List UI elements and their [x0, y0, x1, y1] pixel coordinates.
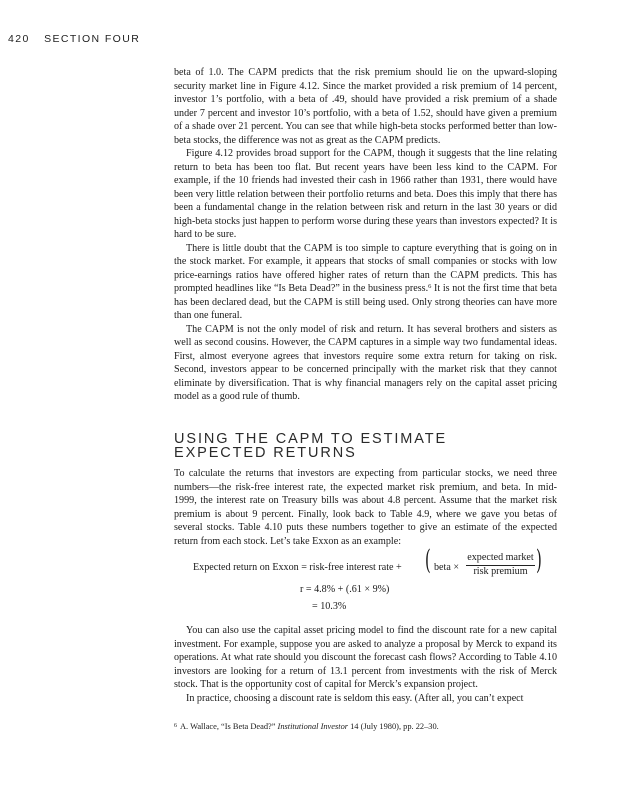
equation-line-3: = 10.3% [312, 601, 347, 612]
section-heading [174, 433, 557, 460]
page-number: 420 [8, 33, 30, 45]
right-paren: ) [536, 545, 542, 576]
fraction-numerator: expected market [467, 552, 534, 563]
paragraph [174, 242, 557, 323]
equation-beta: beta × [434, 562, 460, 573]
equation-line-2: r = 4.8% + (.61 × 9%) [300, 584, 390, 595]
equation-lhs: Expected return on Exxon = risk-free interest rate + [193, 562, 402, 573]
running-header [8, 33, 140, 45]
paragraph: You can also use the capital asset pricing model to find the discount rate for a new capital investment. For example, suppose you are asked to analyze a proposal by Merck to expand its operations. At what rate should you discount the forecast cash flows? According to Table 4.10 investors are looking for a return of 13.1 percent from investments with the risk of Merck stock. That is the opportunity cost of capital for Merck’s expansion project. [174, 625, 557, 690]
paragraph: The CAPM is not the only model of risk and return. It has several brothers and sisters as well as second cousins. However, the CAPM captures in a simple way two fundamental ideas. First, almost everyone agrees that investors require some extra return for taking on risk. Second, investors appear to be concerned principally with the market risk that they cannot eliminate by diversification. That is why financial managers rely on the capital asset pricing model as a good rule of thumb. [174, 323, 557, 402]
footnote-journal: Institutional Investor [277, 722, 349, 731]
section-heading-line: USING THE CAPM TO ESTIMATE [174, 431, 448, 447]
footnote-reference[interactable]: 6 [428, 283, 432, 290]
text-block-2 [174, 467, 557, 548]
paragraph: beta of 1.0. The CAPM predicts that the risk premium should lie on the upward-sloping security market line in Figure 4.12. Since the market provided a risk premium of 14 percent, investor 1’s portfolio, with a beta of .49, should have provided a risk premium of a shade under 7 percent and investor 10’s portfolio, with a beta of 1.52, should have given a premium of a shade over 21 percent. You can see that while high-beta stocks performed better than low-beta stocks, the difference was not as great as the CAPM predicts. [174, 67, 557, 146]
left-paren: ( [425, 545, 431, 576]
paragraph: To calculate the returns that investors are expecting from particular stocks, we need three numbers—the risk-free interest rate, the expected market risk premium, and beta. In mid-1999, the interest rate on Treasury bills was about 4.8 percent. Assume that the market risk premium is about 9 percent. Finally, look back to Table 4.9, where we gave you betas of several stocks. Table 4.10 puts these numbers together to give an estimate of the expected return from each stock. Let’s take Exxon as an example: [174, 468, 557, 547]
paragraph-text: It is not the first time that beta has been declared dead, but the CAPM is still being used. Only strong theories can have more than one funeral. [174, 283, 557, 321]
footnote-title: “Is Beta Dead?” [221, 722, 276, 731]
section-title: SECTION FOUR [44, 33, 141, 45]
paragraph-text: There is little doubt that the CAPM is too simple to capture everything that is going on in the stock market. For example, it appears that stocks of small companies or stocks with low price-earnings ratios have offered higher rates of return than the CAPM predicts. This has prompted headlines like “Is Beta Dead?” in the business press. [174, 242, 557, 294]
text-block-1 [174, 66, 557, 404]
footnote-mark: 6 [174, 723, 177, 729]
paragraph: In practice, choosing a discount rate is seldom this easy. (After all, you can’t expect [186, 692, 524, 704]
fraction-denominator: risk premium [473, 566, 528, 577]
footnote-author: A. Wallace, [180, 722, 222, 731]
footnote-rest: 14 (July 1980), pp. 22–30. [348, 722, 439, 731]
paragraph: Figure 4.12 provides broad support for the CAPM, though it suggests that the line relating return to beta has been too flat. But recent years have been less kind to the CAPM. For example, if the 10 friends had invested their cash in 1966 rather than 1931, there would have been very little relation between their portfolio returns and beta. Does this imply that there has been a fundamental change in the relation between risk and return in the last 30 years or did high-beta stocks just happen to perform worse during these years than investors expected? It is hard to be sure. [174, 148, 557, 240]
section-heading-line: EXPECTED RETURNS [174, 444, 357, 461]
footnote [174, 721, 557, 732]
text-block-3 [174, 624, 557, 705]
